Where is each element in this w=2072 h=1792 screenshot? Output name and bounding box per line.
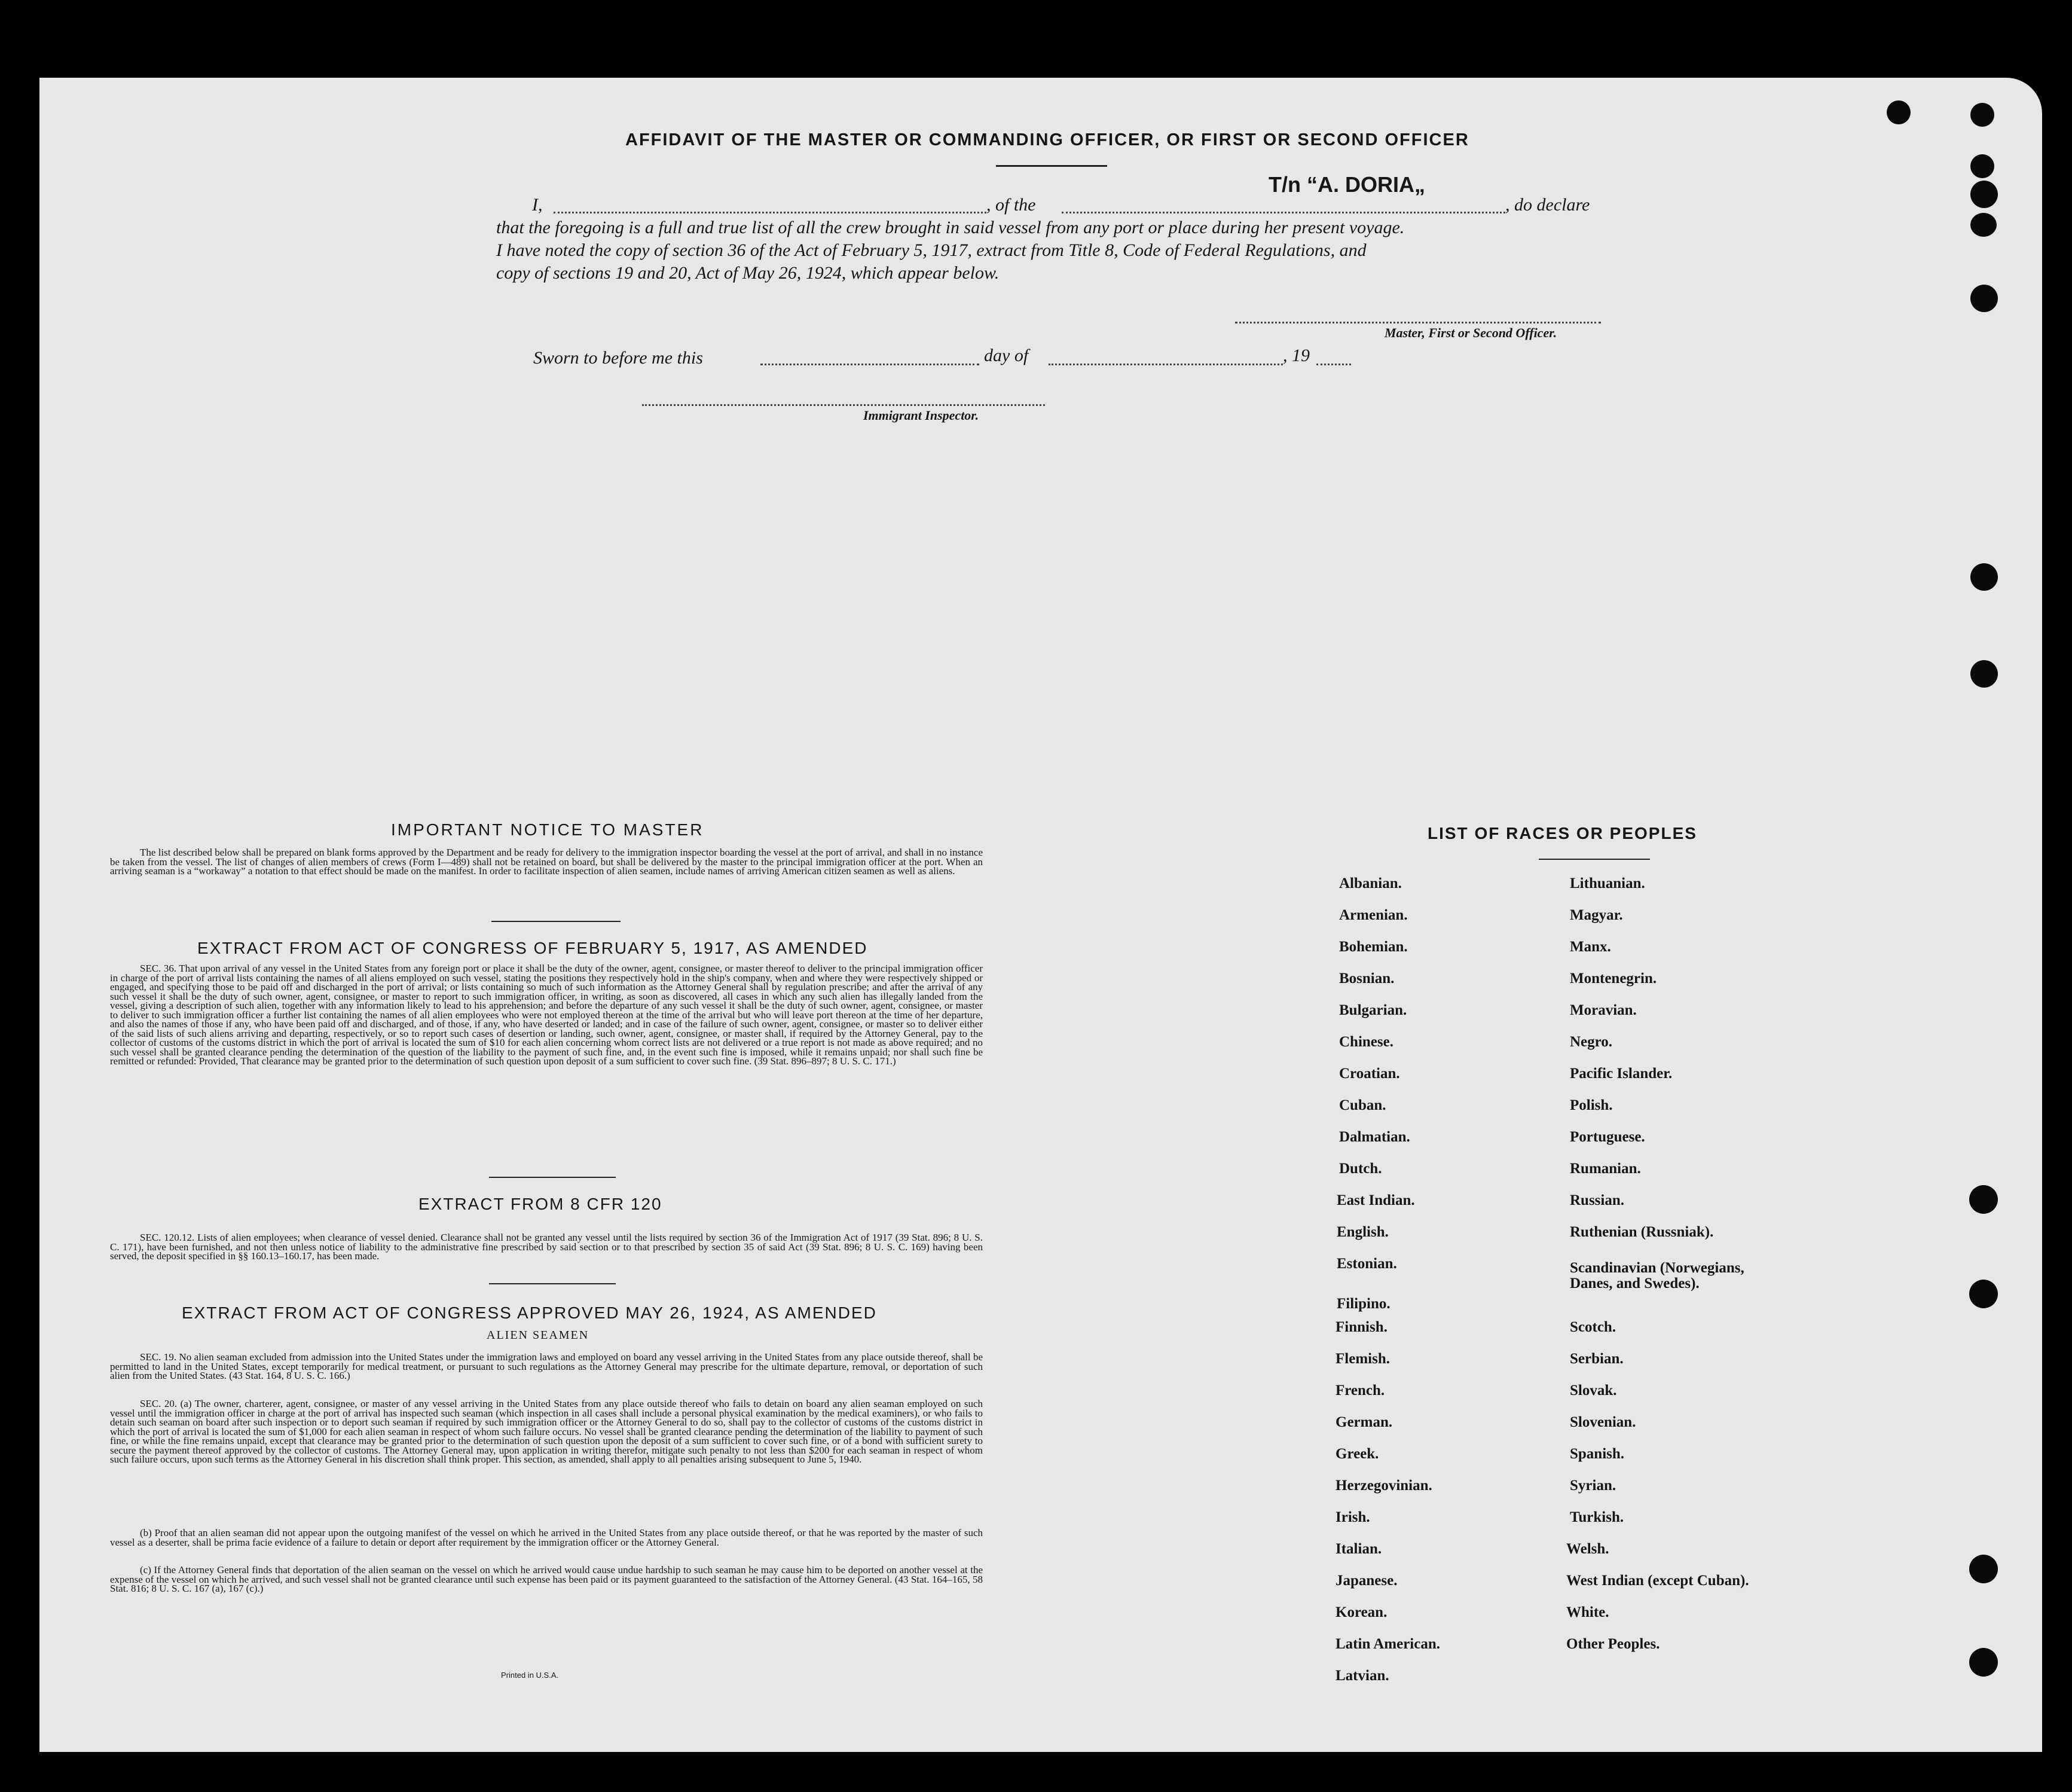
affidavit-i-label: I,	[532, 195, 543, 215]
race-item: Slovak.	[1570, 1382, 1617, 1399]
race-item: German.	[1336, 1414, 1393, 1430]
punch-hole	[1969, 1280, 1998, 1308]
race-item: Montenegrin.	[1570, 970, 1657, 987]
cfr-text: SEC. 120.12. Lists of alien employees; when clearance of vessel denied. Clearance shall not be granted any vessel until the lists required by section 36 of the Immigration Act of 1917 (39 Stat. 896; 8 U. S. C. 171), have been furnished, and not then unless notice of liability to the administrative fine prescribed by said section or to that prescribed by section 35 of said Act (39 Stat. 896; 8 U. S. C. 169) having been served, the deposit specified in §§ 160.13–160.17, has been made.	[110, 1232, 983, 1262]
sec20c-text: (c) If the Attorney General finds that deportation of the alien seaman on the vessel on which he arrived would cause undue hardship to such seaman he may cause him to be deported on another vessel at the expense of the vessel on which he arrived, and such vessel shall not be granted clearance until such expense has been paid or its payment guaranteed to the satisfaction of the Attorney General. (43 Stat. 164–165, 58 Stat. 816; 8 U. S. C. 167 (a), 167 (c).)	[110, 1564, 983, 1594]
race-item: Japanese.	[1336, 1573, 1398, 1589]
races-divider	[1539, 859, 1650, 860]
extract-1917-divider	[489, 1177, 616, 1178]
sec19-text: SEC. 19. No alien seaman excluded from admission into the United States under the immigration laws and employed on board any vessel arriving in the United States from any place outside thereof, shall be permitted to land in the United States, except temporarily for medical treatment, or pursuant to such regulations as the Attorney General may prescribe for the ultimate departure, removal, or deportation of such alien from the United States. (43 Stat. 164, 8 U. S. C. 166.)	[110, 1351, 983, 1381]
race-item: Bohemian.	[1339, 939, 1408, 955]
punch-hole	[1887, 100, 1911, 124]
race-item: Welsh.	[1566, 1541, 1609, 1557]
affidavit-line-4: copy of sections 19 and 20, Act of May 26, 1924, which appear below.	[496, 263, 1000, 283]
notice-divider	[491, 921, 621, 922]
punch-hole	[1970, 213, 1997, 237]
punch-hole	[1969, 1648, 1998, 1677]
day-of-label: day of	[984, 346, 1029, 365]
race-item: Portuguese.	[1570, 1129, 1645, 1145]
name-field[interactable]	[554, 212, 986, 213]
race-item: Magyar.	[1570, 907, 1623, 923]
race-item: Spanish.	[1570, 1446, 1625, 1462]
race-item: French.	[1336, 1382, 1385, 1399]
race-item: Irish.	[1336, 1509, 1370, 1525]
vessel-name: T/n “A. DORIA„	[1269, 172, 1425, 197]
inspector-signature-field[interactable]	[642, 404, 1045, 406]
race-item: Korean.	[1336, 1604, 1388, 1620]
race-item: Slovenian.	[1570, 1414, 1636, 1430]
affidavit-line-3: I have noted the copy of section 36 of the Act of February 5, 1917, extract from Title 8, Code of Federal Regulations, and	[496, 240, 1367, 260]
race-item: Croatian.	[1339, 1066, 1400, 1082]
race-item: White.	[1566, 1604, 1609, 1620]
cfr-divider	[489, 1283, 616, 1284]
race-item: West Indian (except Cuban).	[1566, 1573, 1749, 1589]
race-item: Dalmatian.	[1339, 1129, 1410, 1145]
punch-hole	[1970, 181, 1998, 208]
race-item: Latvian.	[1336, 1668, 1389, 1684]
alien-seamen-subtitle: ALIEN SEAMEN	[487, 1329, 589, 1342]
race-item: Armenian.	[1339, 907, 1408, 923]
race-item: Syrian.	[1570, 1477, 1616, 1494]
race-item: Filipino.	[1337, 1296, 1390, 1312]
printed-in-usa: Printed in U.S.A.	[501, 1671, 559, 1680]
sworn-month-field[interactable]	[1049, 364, 1283, 365]
race-item: Turkish.	[1570, 1509, 1624, 1525]
race-item: Lithuanian.	[1570, 875, 1645, 892]
master-signature-label: Master, First or Second Officer.	[1385, 325, 1557, 340]
race-item: Italian.	[1336, 1541, 1382, 1557]
punch-hole	[1970, 154, 1994, 178]
affidavit-of-the-label: , of the	[986, 195, 1036, 215]
race-item: Other Peoples.	[1566, 1636, 1660, 1652]
affidavit-line-2: that the foregoing is a full and true list of all the crew brought in said vessel from any port or place during her present voyage.	[496, 218, 1405, 237]
punch-hole	[1969, 1185, 1998, 1214]
punch-hole	[1970, 660, 1998, 688]
race-item: Herzegovinian.	[1336, 1477, 1432, 1494]
race-item: Scandinavian (Norwegians, Danes, and Swedes).	[1570, 1260, 1744, 1292]
sworn-label: Sworn to before me this	[533, 348, 703, 368]
race-item: Polish.	[1570, 1097, 1613, 1113]
extract-1917-title: EXTRACT FROM ACT OF CONGRESS OF FEBRUARY 5, 1917, AS AMENDED	[197, 939, 868, 957]
punch-hole	[1969, 1555, 1998, 1583]
race-item: Dutch.	[1339, 1161, 1382, 1177]
race-item: Scotch.	[1570, 1319, 1616, 1335]
race-item: Latin American.	[1336, 1636, 1440, 1652]
year-label: , 19	[1283, 346, 1310, 365]
inspector-label: Immigrant Inspector.	[863, 408, 979, 423]
races-title: LIST OF RACES OR PEOPLES	[1428, 824, 1697, 842]
affidavit-declare-label: , do declare	[1505, 195, 1590, 215]
race-item: East Indian.	[1337, 1192, 1415, 1208]
punch-hole	[1970, 563, 1998, 591]
race-item: Albanian.	[1339, 875, 1402, 892]
notice-text: The list described below shall be prepared on blank forms approved by the Department and be ready for delivery to the immigration inspector boarding the vessel at the port of arrival, and shall in no instance be taken from the vessel. The list of changes of alien members of crews (Form I—489) shall not be retained on board, but shall be delivered by the master to the principal immigration officer at the port. When an arriving seaman is a “workaway” a notation to that effect should be made on the manifest. In order to facilitate inspection of alien seamen, include names of arriving American citizen seamen as well as aliens.	[110, 847, 983, 877]
vessel-field[interactable]	[1062, 212, 1505, 213]
race-item: Pacific Islander.	[1570, 1066, 1673, 1082]
sworn-year-field[interactable]	[1316, 364, 1351, 365]
race-item: Estonian.	[1337, 1256, 1397, 1272]
form-sheet	[39, 78, 2042, 1752]
race-item: Bulgarian.	[1339, 1002, 1407, 1018]
race-item: Flemish.	[1336, 1351, 1390, 1367]
race-item: Bosnian.	[1339, 970, 1395, 987]
race-item: Finnish.	[1336, 1319, 1388, 1335]
cfr-title: EXTRACT FROM 8 CFR 120	[418, 1195, 662, 1213]
extract-1924-title: EXTRACT FROM ACT OF CONGRESS APPROVED MAY 26, 1924, AS AMENDED	[182, 1303, 877, 1322]
punch-hole	[1970, 285, 1998, 312]
title-divider	[996, 165, 1107, 167]
race-item: Ruthenian (Russniak).	[1570, 1224, 1714, 1240]
sec20b-text: (b) Proof that an alien seaman did not appear upon the outgoing manifest of the vessel on which he arrived in the United States from any place outside thereof, or that he was reported by the master of such vessel as a deserter, shall be prima facie evidence of a failure to detain or deport after requirement by the immigration officer or the Attorney General.	[110, 1527, 983, 1548]
sec20a-text: SEC. 20. (a) The owner, charterer, agent, consignee, or master of any vessel arriving in the United States from any place outside thereof who fails to detain on board any alien seaman employed on such vessel until the immigration officer in charge at the port of arrival has inspected such seaman (which inspection in all cases shall include a personal physical examination by the medical examiners), or who fails to detain such seaman on board after such inspection or to deport such seaman if required by such immigration officer or the Attorney General to do so, shall pay to the collector of customs of the customs district in which the port of arrival is located the sum of $1,000 for each alien seaman in respect of whom such failure occurs. No vessel shall be granted clearance pending the determination of the liability to payment of such fine, or while the fine remains unpaid, except that clearance may be granted prior to the determination of such question upon the deposit of a sum sufficient to cover such fine, or of a bond with sufficient surety to secure the payment thereof approved by the collector of customs. The Attorney General may, upon application in writing therefor, mitigate such penalty to not less than $200 for each seaman in respect of whom such failure occurs, upon such terms as the Attorney General in his discretion shall think proper. This section, as amended, shall apply to all penalties arising subsequent to June 5, 1940.	[110, 1398, 983, 1465]
race-item: English.	[1337, 1224, 1389, 1240]
race-item: Greek.	[1336, 1446, 1379, 1462]
affidavit-title: AFFIDAVIT OF THE MASTER OR COMMANDING OFFICER, OR FIRST OR SECOND OFFICER	[625, 130, 1469, 149]
race-item: Chinese.	[1339, 1034, 1393, 1050]
race-item: Negro.	[1570, 1034, 1613, 1050]
race-item: Moravian.	[1570, 1002, 1637, 1018]
sworn-day-field[interactable]	[760, 364, 979, 365]
notice-title: IMPORTANT NOTICE TO MASTER	[391, 820, 704, 839]
race-item: Manx.	[1570, 939, 1611, 955]
race-item: Serbian.	[1570, 1351, 1624, 1367]
race-item: Rumanian.	[1570, 1161, 1641, 1177]
master-signature-field[interactable]	[1235, 322, 1601, 323]
race-item: Russian.	[1570, 1192, 1625, 1208]
punch-hole	[1970, 103, 1994, 127]
race-item: Cuban.	[1339, 1097, 1386, 1113]
extract-1917-text: SEC. 36. That upon arrival of any vessel in the United States from any foreign port or place it shall be the duty of the owner, agent, consignee, or master thereof to deliver to the principal immigration officer in charge of the port of arrival lists containing the names of all aliens employed on such vessel, stating the positions they respectively hold in the ship's company, when and where they were respectively shipped or engaged, and specifying those to be paid off and discharged in the port of arrival; or lists containing so much of such information as the Attorney General shall by regulation prescribe; and after the arrival of any such vessel it shall be the duty of such owner, agent, consignee, or master to report to such immigration officer, in writing, as soon as discovered, all cases in which any such alien has illegally landed from the vessel, giving a description of such alien, together with any information likely to lead to his apprehension; and before the departure of any such vessel it shall be the duty of such owner, agent, consignee, or master to deliver to such immigration officer a further list containing the names of all alien employees who were not employed thereon at the time of the arrival but who will leave port thereon at the time of her departure, and also the names of those if any, who have been paid off and discharged, and of those, if any, who have deserted or landed; and in case of the failure of such owner, agent, consignee, or master so to deliver either of the said lists of such aliens arriving and departing, respectively, or so to report such cases of desertion or landing, such owner, agent, consignee, or master shall, if required by the Attorney General, pay to the collector of customs of the customs district in which the port of arrival is located the sum of $10 for each alien concerning whom correct lists are not delivered or a true report is not made as above required; and no such vessel shall be granted clearance pending the determination of the question of the liability to the payment of such fine, and, in the event such fine is imposed, while it remains unpaid; nor shall such fine be remitted or refunded: Provided, That clearance may be granted prior to the determination of such question upon deposit of a sum sufficient to cover such fine. (39 Stat. 896–897; 8 U. S. C. 171.)	[110, 963, 983, 1067]
